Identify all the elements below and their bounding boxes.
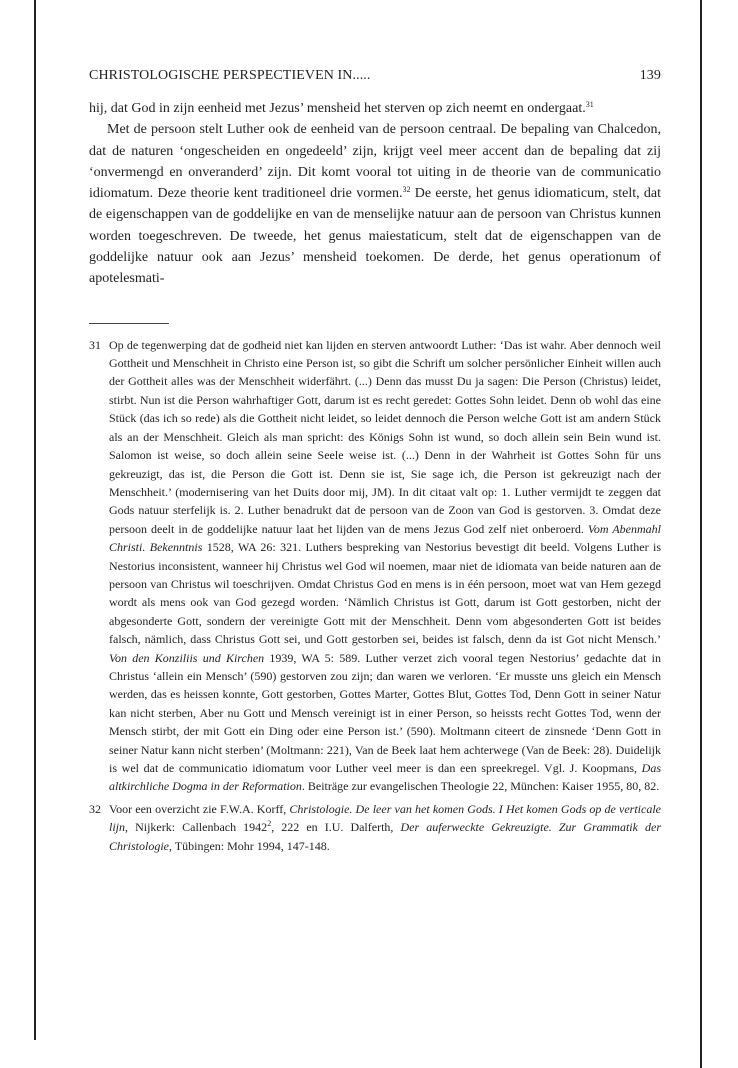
scan-edge-right [700, 0, 702, 1068]
footnote-31-text [109, 336, 661, 796]
footnote-32-part-4: , Tübingen: Mohr 1994, 147-148. [169, 838, 330, 853]
book-page [89, 68, 661, 855]
footnote-32-part-3: , 222 en I.U. Dalferth, [271, 820, 401, 835]
footnote-32-part-2: , Nijkerk: Callenbach 1942 [125, 820, 268, 835]
footnote-31-part-4: . Beiträge zur evangelischen Theologie 22, München: Kaiser 1955, 80, 82. [301, 779, 660, 794]
body-text [89, 98, 661, 290]
footnote-31-number: 31 [89, 337, 101, 352]
footnote-32 [89, 800, 661, 855]
paragraph-2-text-a: Met de persoon stelt Luther ook de eenheid van de persoon centraal. De bepaling van Chalcedon, dat de naturen ‘ongescheiden en ongedeeld’ zijn, krijgt veel meer accent dan de bepaling dat zij ‘onvermengd en onveranderd’ zijn. Dit komt vooral tot uiting in de theorie van de communicatio idiomatum. Deze theorie kent traditioneel drie vormen. [89, 122, 661, 202]
scan-edge-left [34, 0, 36, 1040]
footnote-32-title-1: Christologie. De leer van het komen Gods. I Het komen Gods op de verticale lijn [109, 801, 662, 835]
paragraph-1 [89, 98, 661, 119]
paragraph-2 [89, 119, 661, 289]
running-title: CHRISTOLOGISCHE PERSPECTIEVEN IN..... [89, 68, 371, 83]
footnote-ref-31[interactable]: 31 [585, 100, 594, 109]
footnote-32-edition: 2 [267, 819, 272, 829]
footnote-32-text [109, 800, 661, 855]
paragraph-2-text-b: De eerste, het genus idiomaticum, stelt, dat de eigenschappen van de goddelijke en van de menselijke natuur aan de persoon van Christus kunnen worden toegeschreven. De tweede, het genus maiestaticum, stelt dat de eigenschappen van de goddelijke natuur ook aan Jezus’ mensheid toekomen. De derde, het genus operationum of apotelesmati- [89, 186, 661, 287]
footnote-31-part-2: 1528, WA 26: 321. Luthers bespreking van Nestorius bevestigt dit beeld. Volgens Luther is Nestorius inconsistent, wanneer hij Christus wel God wil noemen, maar niet de idiomata van beide naturen aan de persoon van Christus wil toeschrijven. Omdat Christus God en mens is in één persoon, moet wat van Hem gezegd wordt als mens ook van God gezegd worden. ‘Nämlich Christus ist Gott, darum ist Gott gestorben, nicht der abgesonderte Gott, sondern der vereinigte Gott mit der Menschheit. Denn vom abgesonderten Gott ist beides falsch, nämlich, dass Christus Gott sei, und Gott gestorben sei, beides ist falsch, denn da ist Got nicht Mensch.’ [109, 540, 661, 647]
footnote-32-title-2: Der auferweckte Gekreuzigte. Zur Grammatik der Christologie [109, 820, 662, 853]
footnote-31-part-3: 1939, WA 5: 589. Luther verzet zich vooral tegen Nestorius’ gedachte dat in Christus ‘allein ein Mensch’ (590) gestorven zou zijn; dan waren we verloren. ‘Er musste uns gleich ein Mensch werden, das es heissen konnte, Gott gestorben, Gottes Marter, Gottes Blut, Gottes Tod, Denn Gott in seiner Natur kan nicht sterben, Aber nu Gott und Mensch vereinigt ist in einer Person, so heissts recht Gottes Tod, wenn der Mensch stirbt, der mit Gott ein Ding oder eine Person ist.’ (590). Moltmann citeert de zinsnede ‘Denn Gott in seiner Natur kann nicht sterben’ (Moltmann: 221), Van de Beek laat hem achterwege (Van de Beek: 28). Duidelijk is wel dat de communicatio idiomatum voor Luther veel meer is dan een spreekregel. Vgl. J. Koopmans, [109, 650, 661, 776]
footnote-31-title-3: Das altkirchliche Dogma in der Reformation [109, 761, 661, 794]
footnote-ref-32[interactable]: 32 [402, 185, 411, 195]
footnote-31-title-2: Von den Konziliis und Kirchen [109, 650, 265, 665]
running-head [89, 68, 661, 84]
footnote-31-part-1: Op de tegenwerping dat de godheid niet kan lijden en sterven antwoordt Luther: ‘Das ist wahr. Aber dennoch weil Gottheit und Menschheit in Christo eine Person ist, so gibt die Schrift um solcher persönlicher Einheit willen auch der Gottheit alles was der Menschheit widerfährt. (...) Denn das musst Du ja sagen: Die Person (Christus) leidet, stirbt. Nun ist die Person wahrhaftiger Gott, darum ist es recht geredet: Gottes Sohn leidet. Denn ob wohl das eine Stück (das ich so rede) als die Gottheit nicht leidet, so leidet dennoch die Person welche Gott ist am andern Stück als an der Menschheit. Gleich als man spricht: des Königs Sohn ist wund, so doch allein sein Bein wund ist. Salomon ist weise, so doch allein seine Seele weise ist. (...) Denn in der Wahrheit ist Gottes Sohn für uns gekreuzigt, das ist, die Person die Gott ist. Denn sie ist, Sie sage ich, die Person ist gekreuzigt nach der Menschheit.’ (modernisering van het Duits door mij, JM). In dit citaat valt op: 1. Luther vermijdt te zeggen dat Gods natuur sterfelijk is. 2. Luther benadrukt dat de persoon van de Zoon van God is gestorven. 3. Omdat deze persoon deelt in de goddelijke natuur laat het lijden van de mens Jezus God zelf niet onberoerd. [109, 337, 661, 536]
footnote-31-title-1: Vom Abenmahl Christi. Bekenntnis [109, 521, 661, 555]
footnote-32-number: 32 [89, 801, 101, 816]
footnote-32-part-1: Voor een overzicht zie F.W.A. Korff, [109, 801, 290, 816]
footnote-31 [89, 336, 661, 796]
footnote-separator [89, 323, 169, 324]
page-number: 139 [639, 68, 661, 83]
paragraph-1-text: hij, dat God in zijn eenheid met Jezus’ mensheid het sterven op zich neemt en ondergaat. [89, 101, 586, 116]
